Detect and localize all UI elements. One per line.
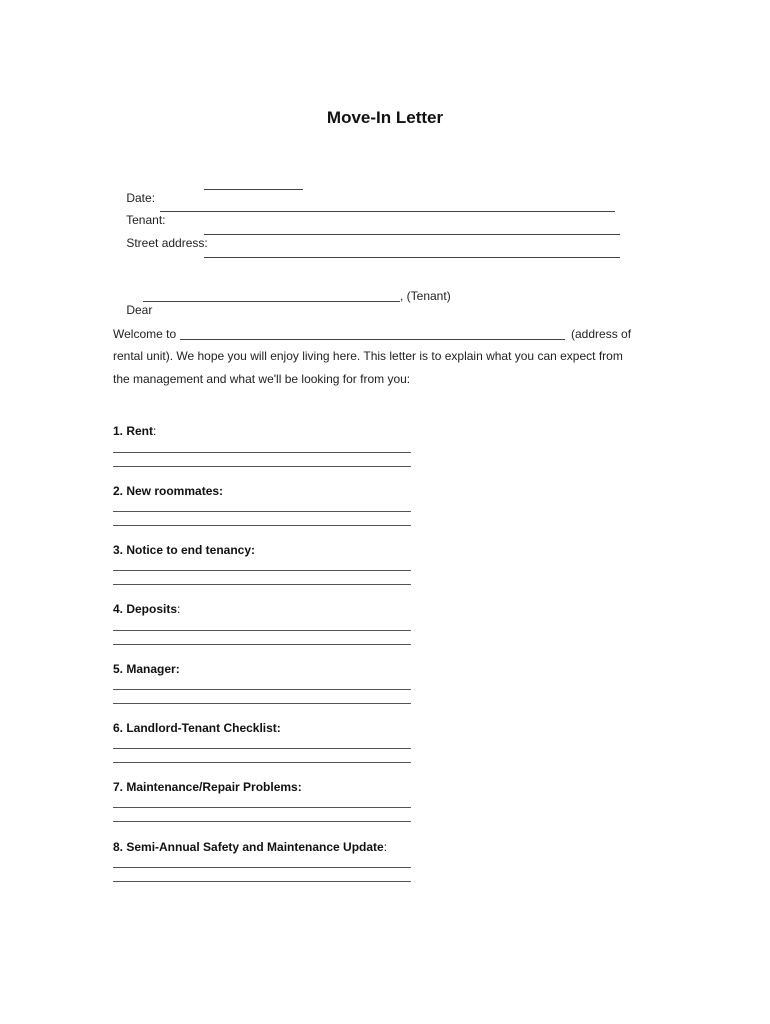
dear-label: Dear (126, 303, 153, 317)
safety-line-1[interactable] (113, 867, 411, 868)
section-deposits: 4. Deposits: (113, 602, 181, 616)
repair-line-1[interactable] (113, 807, 411, 808)
manager-line-2[interactable] (113, 703, 411, 704)
welcome-suffix: (address of (571, 327, 632, 341)
tenant-blank[interactable] (160, 200, 615, 212)
address-blank[interactable] (180, 328, 565, 340)
date-label: Date: (126, 191, 156, 205)
section-landlord-tenant-checklist (113, 721, 281, 735)
section-label: 7. Maintenance/Repair Problems: (113, 780, 302, 794)
section-label: 1. Rent (113, 424, 154, 438)
welcome-line-3: the management and what we'll be looking for from you: (113, 372, 411, 386)
street-blank-2[interactable] (204, 246, 620, 258)
rent-line-2[interactable] (113, 466, 411, 467)
roommates-line-2[interactable] (113, 525, 411, 526)
welcome-line-2: rental unit). We hope you will enjoy living here. This letter is to explain what you can expect from (113, 349, 623, 363)
section-label: 3. Notice to end tenancy: (113, 543, 256, 557)
repair-line-2[interactable] (113, 821, 411, 822)
roommates-line-1[interactable] (113, 511, 411, 512)
street-row (113, 222, 208, 264)
rent-line-1[interactable] (113, 452, 411, 453)
safety-line-2[interactable] (113, 881, 411, 882)
checklist-line-2[interactable] (113, 762, 411, 763)
section-label: 5. Manager: (113, 662, 180, 676)
section-notice-to-end-tenancy (113, 543, 255, 557)
manager-line-1[interactable] (113, 689, 411, 690)
section-label: 2. New roommates: (113, 484, 224, 498)
section-label: 4. Deposits (113, 602, 178, 616)
checklist-line-1[interactable] (113, 748, 411, 749)
notice-line-2[interactable] (113, 584, 411, 585)
tenant-label: Tenant: (126, 213, 166, 227)
dear-suffix: , (Tenant) (400, 289, 451, 303)
section-label: 6. Landlord-Tenant Checklist: (113, 721, 281, 735)
welcome-prefix: Welcome to (113, 327, 177, 341)
deposits-line-1[interactable] (113, 630, 411, 631)
page-title: Move-In Letter (326, 108, 444, 127)
section-manager (113, 662, 180, 676)
section-safety-update: 8. Semi-Annual Safety and Maintenance Update: (113, 840, 388, 854)
date-blank[interactable] (204, 178, 303, 190)
notice-line-1[interactable] (113, 570, 411, 571)
street-blank-1[interactable] (204, 223, 620, 235)
street-label: Street address: (126, 236, 208, 250)
section-label: 8. Semi-Annual Safety and Maintenance Update (113, 840, 384, 854)
section-rent: 1. Rent: (113, 424, 157, 438)
section-new-roommates (113, 484, 223, 498)
deposits-line-2[interactable] (113, 644, 411, 645)
section-maintenance-repair (113, 780, 302, 794)
dear-blank[interactable] (143, 290, 400, 302)
